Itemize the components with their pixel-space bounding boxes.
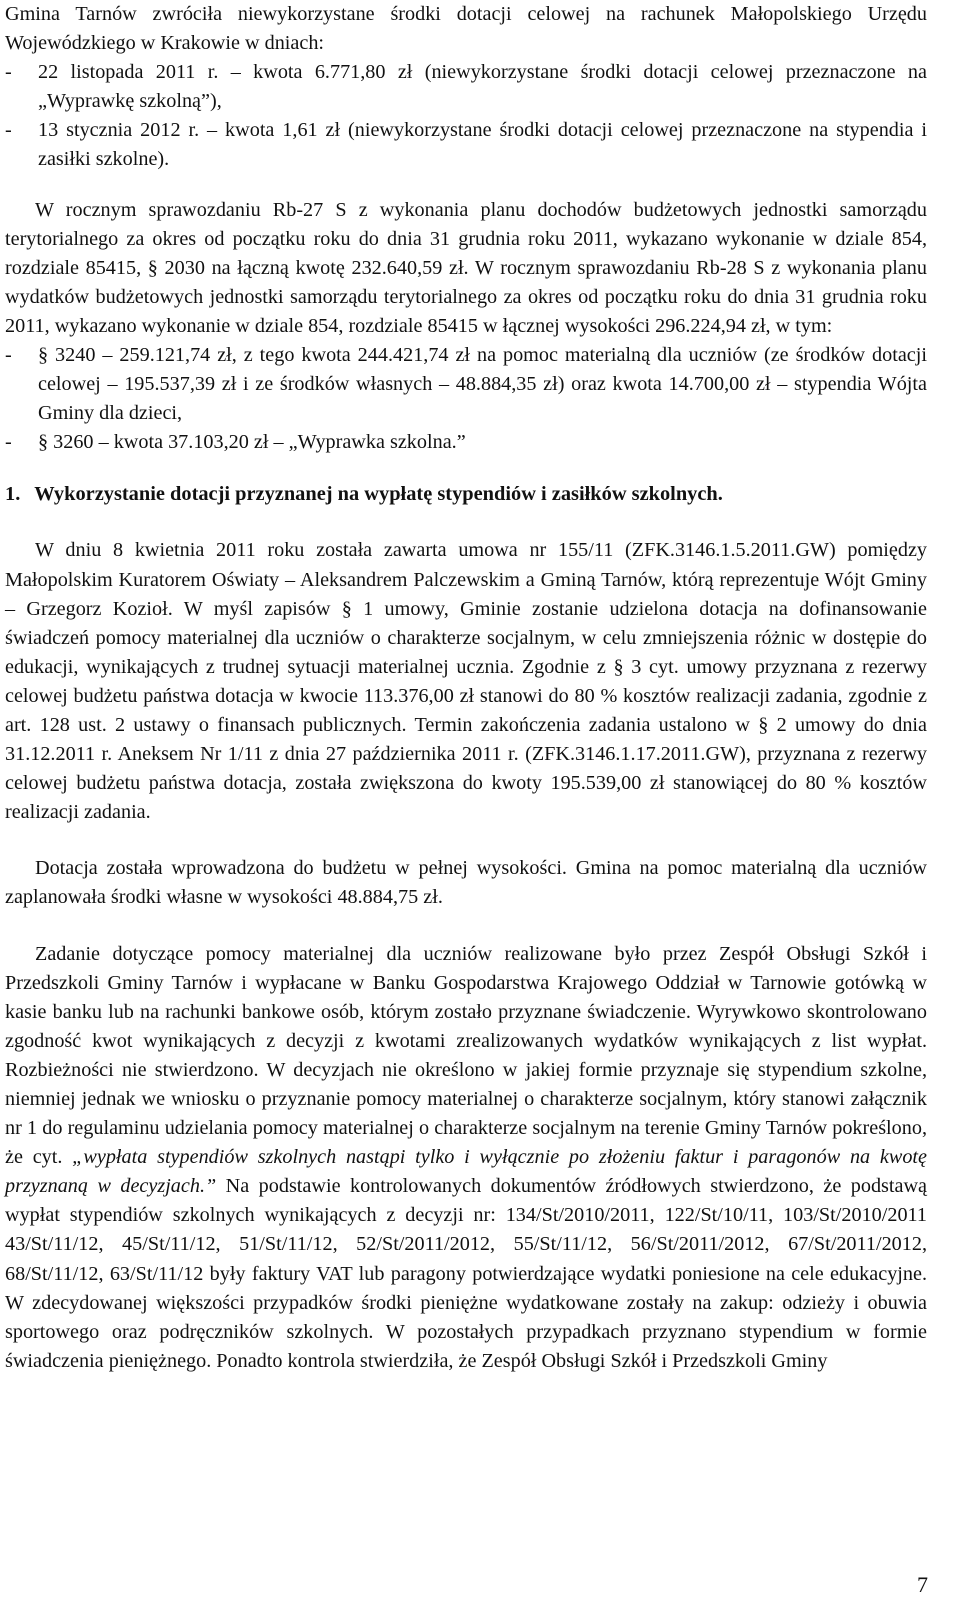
- list-dash: -: [5, 344, 12, 367]
- list-item: [5, 116, 927, 174]
- list-item-text: § 3240 – 259.121,74 zł, z tego kwota 244.421,74 zł na pomoc materialną dla uczniów (ze środków dotacji celowej – 195.537,39 zł i ze środków własnych – 48.884,35 zł) oraz kwota 14.700,00 zł – stypendia Wójta Gminy dla dzieci,: [38, 344, 927, 425]
- intro-lead: Gmina Tarnów zwróciła niewykorzystane środki dotacji celowej na rachunek Małopolskiego Urzędu Wojewódzkiego w Krakowie w dniach:: [5, 3, 927, 55]
- page-number: 7: [917, 1572, 928, 1597]
- intro-list: [5, 58, 927, 174]
- paragraph-zadanie: [5, 940, 927, 1376]
- list-item: [5, 428, 927, 457]
- section-number: 1.: [5, 483, 21, 506]
- paragraph-budzet: Dotacja została wprowadzona do budżetu w pełnej wysokości. Gmina na pomoc materialną dla uczniów zaplanowała środki własne w wysokości 48.884,75 zł.: [5, 857, 927, 909]
- section-title: Wykorzystanie dotacji przyznanej na wypłatę stypendiów i zasiłków szkolnych.: [34, 483, 723, 506]
- paragraph-text: Na podstawie kontrolowanych dokumentów źródłowych stwierdzono, że podstawą wypłat stypendiów szkolnych wynikających z decyzji nr: 134/St/2010/2011, 122/St/10/11, 103/St/2010/2011 43/St/11/12, 45/St/11/12, 51/St/11/12, 52/St/2011/2012, 55/St/11/12, 56/St/2011/2012, 67/St/2011/2012, 68/St/11/12, 63/St/11/12 były faktury VAT lub paragony potwierdzające wydatki poniesione na cele edukacyjne. W zdecydowanej większości przypadków środki pieniężne wydatkowane zostały na zakup: odzieży i obuwia sportowego oraz podręczników szkolnych. W pozostałych przypadkach przyznano stypendium w formie świadczenia pieniężnego. Ponadto kontrola stwierdziła, że Zespół Obsługi Szkół i Przedszkoli Gminy: [5, 1175, 927, 1372]
- rb-paragraph: W rocznym sprawozdaniu Rb-27 S z wykonania planu dochodów budżetowych jednostki samorządu terytorialnego za okres od początku roku do dnia 31 grudnia roku 2011, wykazano wykonanie w dziale 854, rozdziale 85415, § 2030 na łączną kwotę 232.640,59 zł. W rocznym sprawozdaniu Rb-28 S z wykonania planu wydatków budżetowych jednostki samorządu terytorialnego za okres od początku roku do dnia 31 grudnia roku 2011, wykazano wykonanie w dziale 854, rozdziale 85415 w łącznej wysokości 296.224,94 zł, w tym:: [5, 198, 927, 337]
- list-dash: -: [5, 431, 12, 454]
- list-item-text: 13 stycznia 2012 r. – kwota 1,61 zł (niewykorzystane środki dotacji celowej przeznaczone na stypendia i zasiłki szkolne).: [38, 119, 927, 171]
- list-item: [5, 58, 927, 116]
- list-item: [5, 341, 927, 428]
- list-dash: -: [5, 61, 12, 84]
- rb-list: [5, 341, 927, 457]
- quoted-text: „wypłata stypendiów szkolnych nastąpi tylko i wyłącznie po złożeniu faktur i paragonów na kwotę przyznaną w decyzjach.”: [5, 1146, 927, 1198]
- section-heading: [5, 480, 927, 509]
- list-item-text: 22 listopada 2011 r. – kwota 6.771,80 zł (niewykorzystane środki dotacji celowej przeznaczone na „Wyprawkę szkolną”),: [38, 61, 927, 113]
- list-item-text: § 3260 – kwota 37.103,20 zł – „Wyprawka szkolna.”: [38, 431, 466, 454]
- document-page: [5, 0, 927, 1376]
- list-dash: -: [5, 119, 12, 142]
- paragraph-umowa: W dniu 8 kwietnia 2011 roku została zawarta umowa nr 155/11 (ZFK.3146.1.5.2011.GW) pomiędzy Małopolskim Kuratorem Oświaty – Aleksandrem Palczewskim a Gminą Tarnów, którą reprezentuje Wójt Gminy – Grzegorz Kozioł. W myśl zapisów § 1 umowy, Gminie zostanie udzielona dotacja na dofinansowanie świadczeń pomocy materialnej dla uczniów o charakterze socjalnym, w celu zmniejszenia różnic w dostępie do edukacji, wynikających z trudnej sytuacji materialnej ucznia. Zgodnie z § 3 cyt. umowy przyznana z rezerwy celowej budżetu państwa dotacja w kwocie 113.376,00 zł stanowi do 80 % kosztów realizacji zadania, zgodnie z art. 128 ust. 2 ustawy o finansach publicznych. Termin zakończenia zadania ustalono w § 2 umowy do dnia 31.12.2011 r. Aneksem Nr 1/11 z dnia 27 października 2011 r. (ZFK.3146.1.17.2011.GW), przyznana z rezerwy celowej budżetu państwa dotacja, została zwiększona do kwoty 195.539,00 zł stanowiącej do 80 % kosztów realizacji zadania.: [5, 539, 927, 824]
- paragraph-text: Zadanie dotyczące pomocy materialnej dla uczniów realizowane było przez Zespół Obsługi Szkół i Przedszkoli Gminy Tarnów i wypłacane w Banku Gospodarstwa Krajowego Oddział w Tarnowie gotówką w kasie banku lub na rachunki bankowe osób, którym zostało przyznane świadczenie. Wyrywkowo skontrolowano zgodność kwot wynikających z decyzji z kwotami zrealizowanych wydatków wynikających z list wypłat. Rozbieżności nie stwierdzono. W decyzjach nie określono w jakiej formie przyznaje się stypendium szkolne, niemniej jednak we wniosku o przyznanie pomocy materialnej o charakterze socjalnym, który stanowi załącznik nr 1 do regulaminu udzielania pomocy materialnej o charakterze socjalnym na terenie Gminy Tarnów pokreślono, że cyt.: [5, 942, 927, 1169]
